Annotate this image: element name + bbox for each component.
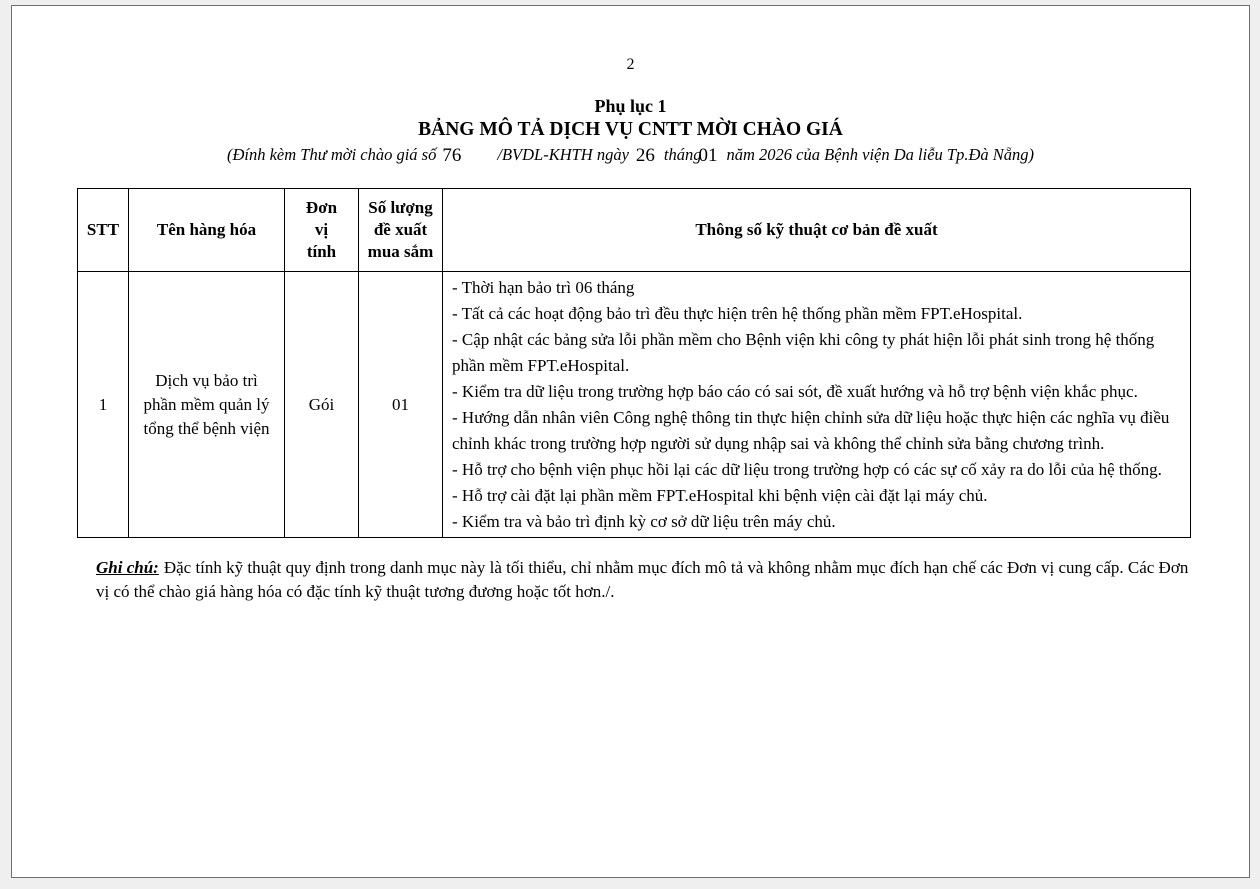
cell-stt: 1 bbox=[78, 272, 129, 538]
subtitle-line bbox=[12, 143, 1249, 166]
subtitle-number-76: 76 bbox=[442, 145, 462, 166]
subtitle-number-26: 26 bbox=[635, 145, 655, 166]
col-header-so-luong: Số lượng đề xuất mua sắm bbox=[359, 189, 443, 272]
spec-line: - Kiểm tra và bảo trì định kỳ cơ sở dữ liệu trên máy chủ. bbox=[452, 512, 836, 531]
document-page bbox=[11, 5, 1250, 878]
service-description-table bbox=[77, 188, 1191, 538]
subtitle-part1: (Đính kèm Thư mời chào giá số bbox=[226, 145, 437, 164]
spec-line: - Kiểm tra dữ liệu trong trường hợp báo cáo có sai sót, đề xuất hướng và hỗ trợ bệnh viện khắc phục. bbox=[452, 382, 1138, 401]
table-row bbox=[78, 272, 1191, 538]
note-label: Ghi chú: bbox=[96, 558, 159, 577]
spec-line: - Hướng dẫn nhân viên Công nghệ thông tin thực hiện chỉnh sửa dữ liệu hoặc thực hiện các nghĩa vụ điều chỉnh khác trong trường hợp người sử dụng nhập sai và không thể chỉnh sửa bằng chương trình. bbox=[452, 408, 1170, 453]
note-section bbox=[96, 556, 1192, 603]
subtitle-part2: /BVDL-KHTH ngày bbox=[497, 145, 629, 164]
document-heading bbox=[12, 94, 1249, 166]
cell-thong-so bbox=[443, 272, 1191, 538]
table-header-row bbox=[78, 189, 1191, 272]
col-header-stt: STT bbox=[78, 189, 129, 272]
spec-line: - Cập nhật các bảng sửa lỗi phần mềm cho Bệnh viện khi công ty phát hiện lỗi phát sinh trong hệ thống phần mềm FPT.eHospital. bbox=[452, 330, 1155, 375]
col-header-don-vi-tinh: Đơn vị tính bbox=[285, 189, 359, 272]
subtitle-part3: tháng bbox=[663, 145, 702, 164]
col-header-ten-hang-hoa: Tên hàng hóa bbox=[129, 189, 285, 272]
spec-line: - Tất cả các hoạt động bảo trì đều thực hiện trên hệ thống phần mềm FPT.eHospital. bbox=[452, 304, 1023, 323]
spec-line: - Hỗ trợ cho bệnh viện phục hồi lại các dữ liệu trong trường hợp có các sự cố xảy ra do lỗi của hệ thống. bbox=[452, 460, 1162, 479]
appendix-title: Phụ lục 1 bbox=[594, 96, 667, 116]
cell-ten-hang-hoa: Dịch vụ bảo trì phần mềm quản lý tổng thể bệnh viện bbox=[129, 272, 285, 538]
subtitle-number-01: 01 bbox=[698, 145, 718, 166]
page-number: 2 bbox=[626, 56, 635, 73]
spec-line: - Thời hạn bảo trì 06 tháng bbox=[452, 278, 635, 297]
note-text: Đặc tính kỹ thuật quy định trong danh mục này là tối thiểu, chỉ nhằm mục đích mô tả và không nhằm mục đích hạn chế các Đơn vị cung cấp. Các Đơn vị có thể chào giá hàng hóa có đặc tính kỹ thuật tương đương hoặc tốt hơn./. bbox=[96, 558, 1189, 601]
subtitle-part4: năm 2026 của Bệnh viện Da liễu Tp.Đà Nẵng) bbox=[726, 145, 1034, 164]
main-title: BẢNG MÔ TẢ DỊCH VỤ CNTT MỜI CHÀO GIÁ bbox=[418, 119, 843, 140]
cell-so-luong: 01 bbox=[359, 272, 443, 538]
cell-don-vi-tinh: Gói bbox=[285, 272, 359, 538]
col-header-thong-so: Thông số kỹ thuật cơ bản đề xuất bbox=[443, 189, 1191, 272]
spec-line: - Hỗ trợ cài đặt lại phần mềm FPT.eHospital khi bệnh viện cài đặt lại máy chủ. bbox=[452, 486, 988, 505]
